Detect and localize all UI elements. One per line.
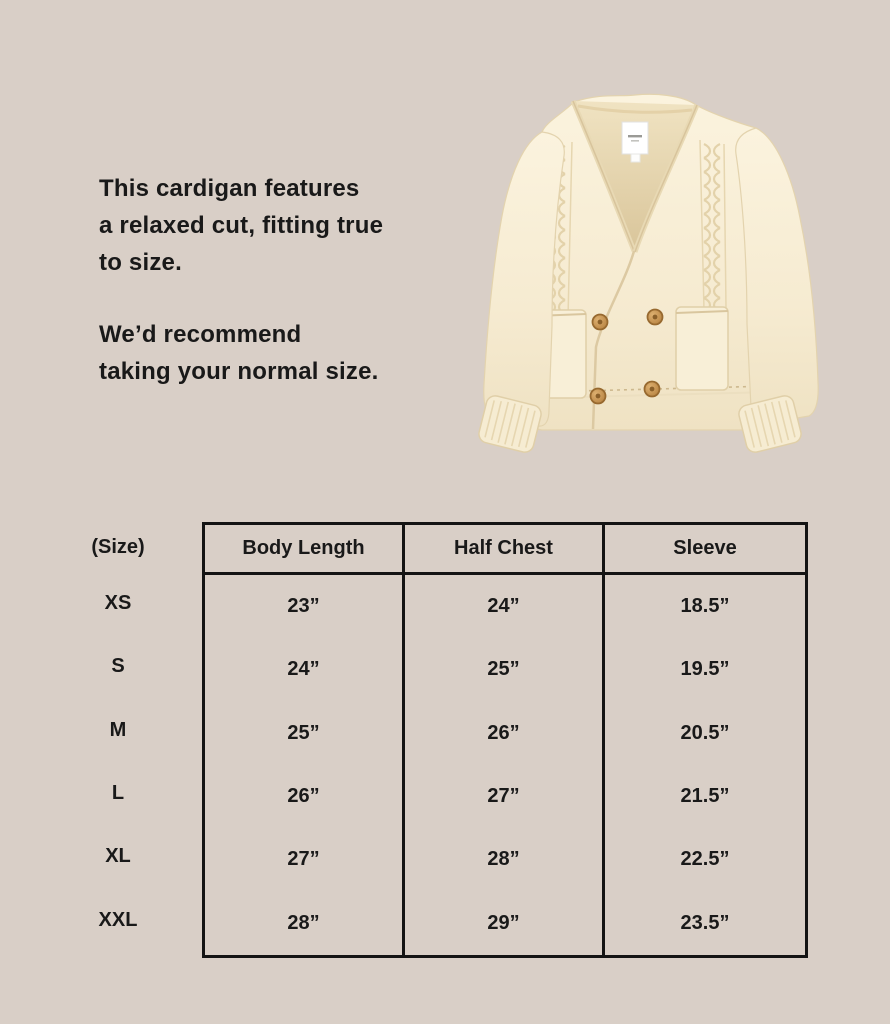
button [593,315,608,330]
size-label: XS [104,592,132,615]
table-cell: 28” [405,828,605,891]
fit-paragraph [99,170,383,281]
table-cell: 25” [405,638,605,701]
size-label: XL [105,845,131,868]
product-description [99,170,383,390]
table-cell: 22.5” [680,848,730,871]
table-cell: 23.5” [680,911,730,934]
column-header-body-length: Body Length [205,525,405,575]
table-cell: 26” [205,765,405,828]
table-cell: 19.5” [680,658,730,681]
table-cell: 29” [405,891,605,954]
table-cell: 20.5” [680,721,730,744]
table-cell: 25” [205,702,405,765]
table-cell: 24” [405,575,605,638]
table-cell: 26” [405,702,605,765]
table-cell: 23” [205,575,405,638]
size-label: XXL [98,908,138,931]
table-cell: 27” [205,828,405,891]
column-header-half-chest: Half Chest [405,525,605,575]
table-cell: 27” [405,765,605,828]
cardigan-illustration [450,84,850,460]
size-label-column [60,522,176,958]
table-cell: 28” [205,891,405,954]
size-column-header: (Size) [91,535,145,558]
button [591,389,606,404]
table-cell: 21.5” [680,785,730,808]
size-label: S [111,655,125,678]
button [648,310,663,325]
cardigan-photo [450,84,850,460]
patch-pocket-right [676,307,728,390]
description-line: This cardigan features [99,175,360,202]
measurement-table [202,522,808,958]
table-cell: 24” [205,638,405,701]
table-cell: 18.5” [680,595,730,618]
description-line: a relaxed cut, fitting true [99,212,384,239]
description-line: to size. [99,249,182,276]
size-label: M [109,718,127,741]
column-header-sleeve: Sleeve [605,525,805,575]
description-line: taking your normal size. [99,358,379,385]
size-label: L [111,782,125,805]
recommendation-paragraph [99,316,383,390]
description-line: We’d recommend [99,321,302,348]
button [645,382,660,397]
